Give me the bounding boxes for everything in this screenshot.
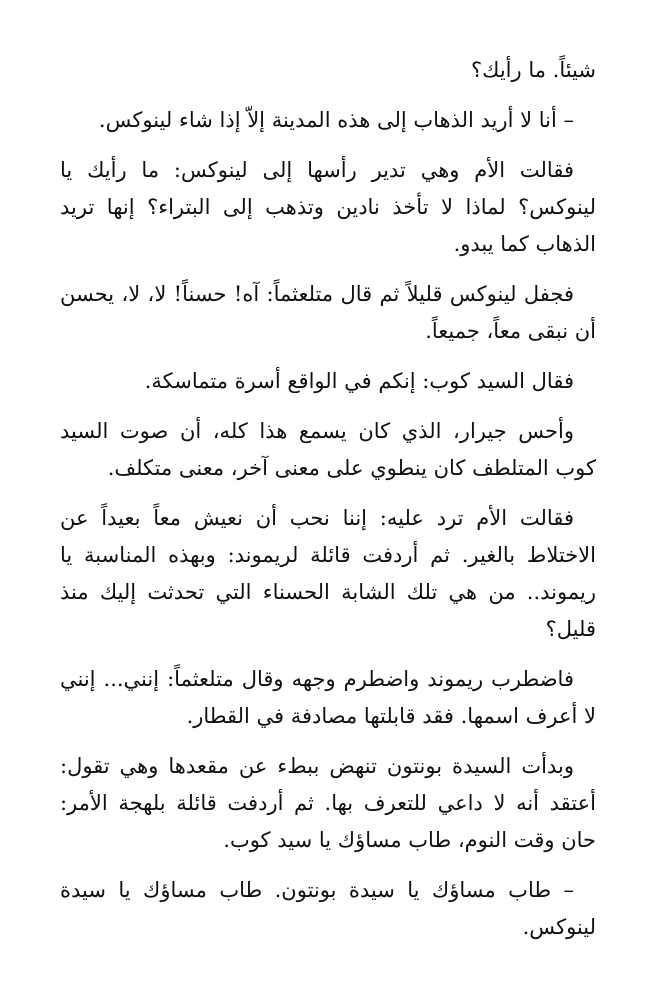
- paragraph-1: شيئاً. ما رأيك؟: [470, 58, 596, 82]
- paragraph-8: فاضطرب ريموند واضطرم وجهه وقال متلعثماً: إنني... إنني لا أعرف اسمها. فقد قابلتها مصادفة في القطار.: [60, 667, 596, 728]
- paragraph-4: فجفل لينوكس قليلاً ثم قال متلعثماً: آه! حسناً! لا، لا، يحسن أن نبقى معاً، جميعاً.: [60, 282, 596, 343]
- paragraph-2: – أنا لا أريد الذهاب إلى هذه المدينة إلاّ إذا شاء لينوكس.: [98, 108, 574, 132]
- paragraph-7: فقالت الأم ترد عليه: إننا نحب أن نعيش معاً بعيداً عن الاختلاط بالغير. ثم أردفت قائلة لريموند: وبهذه المناسبة يا ريموند.. من هي تلك الشابة الحسناء التي تحدثت إليك منذ قليل؟: [60, 506, 596, 641]
- paragraph-5: فقال السيد كوب: إنكم في الواقع أسرة متماسكة.: [144, 369, 574, 393]
- paragraph-10: – طاب مساؤك يا سيدة بونتون. طاب مساؤك يا سيدة لينوكس.: [60, 878, 596, 939]
- paragraph-9: وبدأت السيدة بونتون تنهض ببطء عن مقعدها وهي تقول: أعتقد أنه لا داعي للتعرف بها. ثم أردفت قائلة بلهجة الأمر: حان وقت النوم، طاب مساؤك يا سيد كوب.: [60, 754, 596, 852]
- paragraph-3: فقالت الأم وهي تدير رأسها إلى لينوكس: ما رأيك يا لينوكس؟ لماذا لا تأخذ نادين وتذهب إلى البتراء؟ إنها تريد الذهاب كما يبدو.: [60, 158, 596, 256]
- paragraph-6: وأحس جيرار، الذي كان يسمع هذا كله، أن صوت السيد كوب المتلطف كان ينطوي على معنى آخر، معنى متكلف.: [60, 419, 596, 480]
- document-page: [60, 52, 596, 980]
